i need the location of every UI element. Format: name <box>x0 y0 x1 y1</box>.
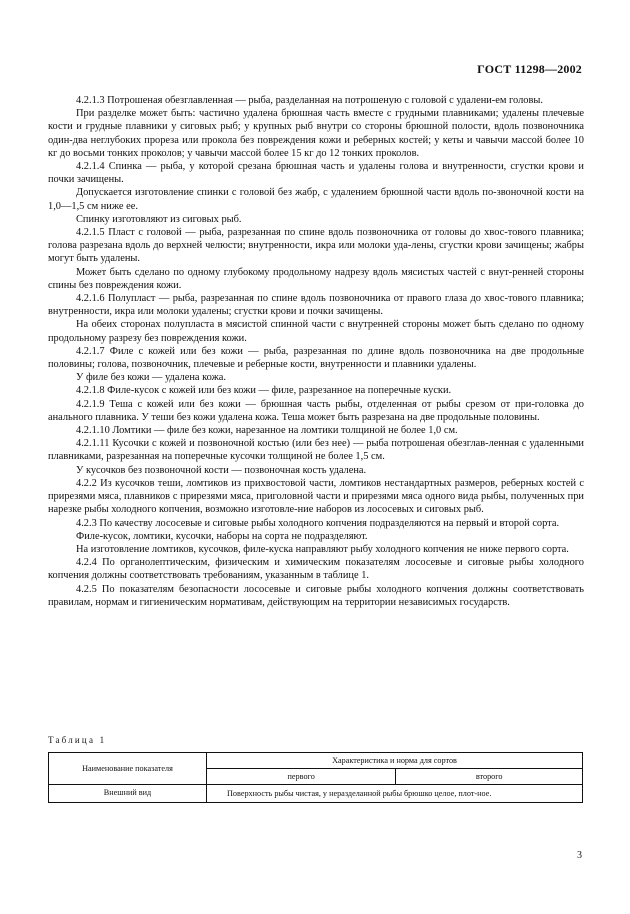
page-number: 3 <box>577 850 582 861</box>
table-caption: Таблица 1 <box>48 735 107 745</box>
paragraph: 4.2.1.8 Филе-кусок с кожей или без кожи — филе, разрезанное на поперечные куски. <box>76 385 452 397</box>
paragraph: Допускается изготовление спинки с головой без жабр, с удалением брюшной части вдоль по-звоночной кости на 1,0—1,5 см ниже ее. <box>48 187 584 212</box>
paragraph: 4.2.5 По показателям безопасности лососевые и сиговые рыбы холодного копчения должны соответствовать правилам, нормам и гигиеническим нормативам, действующим на территории независимых государств. <box>48 583 584 608</box>
paragraph: 4.2.2 Из кусочков теши, ломтиков из прихвостовой части, ломтиков нестандартных размеров, реберных костей с прирезями мяса, плавников с прирезями мяса, приголовной части и прирезями мяса одного вида рыбы, полученных при нарезке рыбы холодного копчения, возможно изготовле-ние наборов из лососевых и сиговых рыб. <box>48 477 584 516</box>
paragraph: 4.2.1.5 Пласт с головой — рыба, разрезанная по спине вдоль позвоночника от головы до хвос-тового плавника; голова разрезана вдоль до верхней челюсти; внутренности, икра или молоки уда-лены, сгустки крови зачищены; жабры могут быть удалены. <box>48 227 584 265</box>
table-row <box>49 785 583 803</box>
paragraph: На изготовление ломтиков, кусочков, филе-куска направляют рыбу холодного копчения не ниже первого сорта. <box>76 543 569 555</box>
paragraph: У кусочков без позвоночной кости — позвоночная кость удалена. <box>76 464 367 476</box>
paragraph: 4.2.1.4 Спинка — рыба, у которой срезана брюшная часть и удалены голова и внутренности, сгустки крови и почки зачищены. <box>48 161 584 186</box>
body-text <box>48 94 584 609</box>
paragraph: 4.2.3 По качеству лососевые и сиговые рыбы холодного копчения подразделяются на первый и второй сорта. <box>76 517 560 529</box>
paragraph: 4.2.1.6 Полупласт — рыба, разрезанная по спине вдоль позвоночника от правого глаза до хвос-тового плавника; внутренности, икра или молоки удалены; сгустки крови и почки зачищены. <box>48 293 584 318</box>
paragraph: Спинку изготовляют из сиговых рыб. <box>76 213 242 225</box>
paragraph: У филе без кожи — удалена кожа. <box>76 372 226 384</box>
paragraph: Филе-кусок, ломтики, кусочки, наборы на сорта не подразделяют. <box>76 530 368 542</box>
row-indicator-name: Внешний вид <box>49 785 207 803</box>
paragraph: Может быть сделано по одному глубокому продольному надрезу вдоль мясистых частей с внут-ренней стороны спины без повреждения кожи. <box>48 266 584 291</box>
paragraph: 4.2.1.11 Кусочки с кожей и позвоночной костью (или без нее) — рыба потрошеная обезглав-ленная с удаленными плавниками, разрезанная на поперечные кусочки толщиной не более 1,5 см. <box>48 438 584 463</box>
column-header-second-grade: второго <box>396 769 583 785</box>
paragraph: 4.2.1.10 Ломтики — филе без кожи, нарезанное на ломтики толщиной не более 1,0 см. <box>76 425 458 437</box>
quality-table <box>48 752 583 803</box>
paragraph: 4.2.4 По органолептическим, физическим и химическим показателям лососевые и сиговые рыбы холодного копчения должны соответствовать требованиям, указанным в таблице 1. <box>48 557 584 582</box>
row-indicator-value: Поверхность рыбы чистая, у неразделанной рыбы брюшко целое, плот-ное. <box>207 785 583 803</box>
column-header-first-grade: первого <box>207 769 396 785</box>
column-header-group: Характеристика и норма для сортов <box>207 753 583 769</box>
paragraph: 4.2.1.9 Теша с кожей или без кожи — брюшная часть рыбы, отделенная от рыбы срезом от при-головка до анального плавника. У теши без кожи удалена кожа. Теша может быть разрезана на две продольные половины. <box>48 398 584 423</box>
paragraph: 4.2.1.3 Потрошеная обезглавленная — рыба, разделанная на потрошеную с головой с удалени-ем головы. <box>76 95 543 106</box>
paragraph: На обеих сторонах полупласта в мясистой спинной части с внутренней стороны может быть сделано по одному продольному разрезу без повреждения кожи. <box>48 319 584 344</box>
document-header: ГОСТ 11298—2002 <box>477 62 582 76</box>
column-header-indicator: Наименование показателя <box>49 753 207 785</box>
paragraph: При разделке может быть: частично удалена брюшная часть вместе с грудными плавниками; удалены плечевые кости и грудные плавники у сиговых рыб; у крупных рыб внутри со стороны брюшной полости, вдоль позвоночника один-два неглубоких прореза или прокола без повреждения кожи и реберных костей; у кеты и чавычи массой более 10 кг до восьми тонких проколов; у чавычи массой более 15 кг до 12 тонких проколов. <box>48 108 584 159</box>
paragraph: 4.2.1.7 Филе с кожей или без кожи — рыба, разрезанная по длине вдоль позвоночника на две продольные половины; голова, позвоночник, плечевые и реберные кости, внутренности и плавники удалены. <box>48 345 584 371</box>
